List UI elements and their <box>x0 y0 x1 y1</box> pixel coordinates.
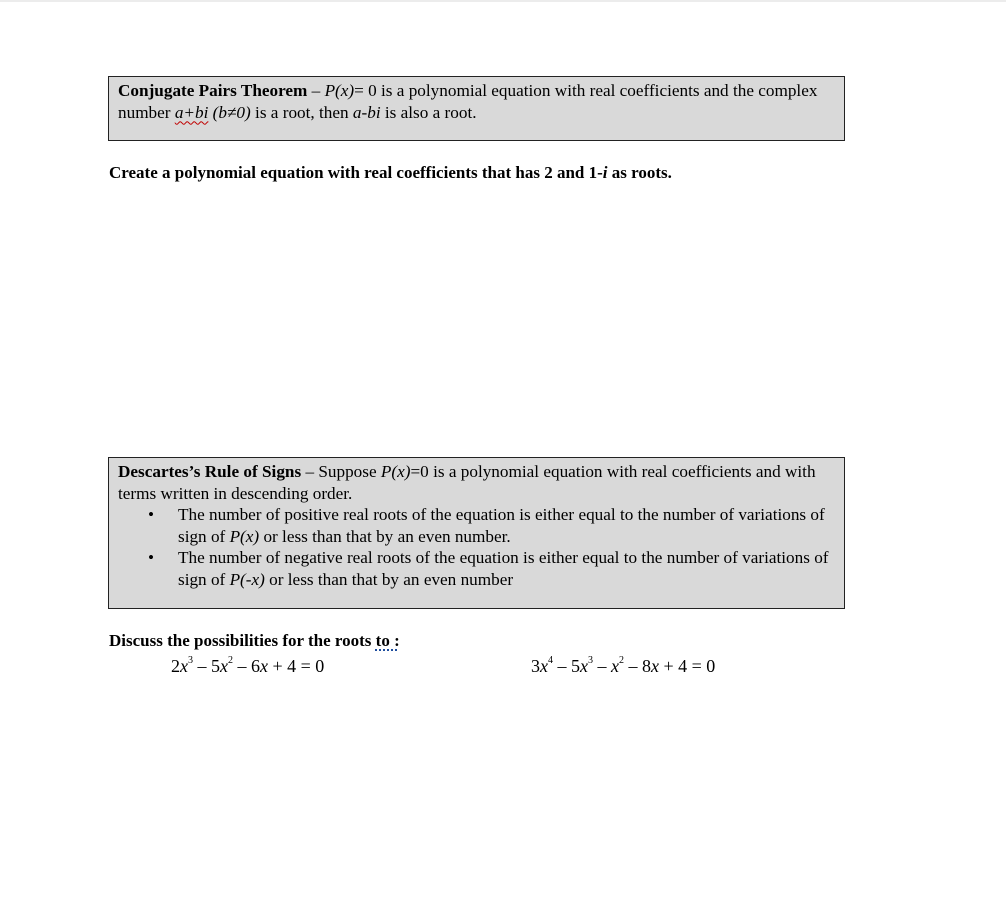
descartes-rule-box <box>108 457 845 609</box>
prompt1-text: Create a polynomial equation with real coefficients that has 2 and 1- <box>109 163 603 182</box>
eq2-term-2: – 5 <box>553 656 580 676</box>
equation-1 <box>171 655 324 677</box>
eq2-term-4: – 8 <box>624 656 651 676</box>
eq1-x: x <box>220 656 228 676</box>
theorem-text-2: is a root, then <box>250 102 353 122</box>
prompt-discuss-roots <box>109 630 400 652</box>
bullet2-end: or less than that by an even number <box>264 569 514 589</box>
page-top-border <box>0 0 1006 2</box>
eq1-exp-3: 3 <box>188 655 193 666</box>
eq2-x: x <box>651 656 659 676</box>
eq2-x: x <box>611 656 619 676</box>
conjugate-pairs-theorem-box <box>108 76 845 141</box>
eq1-x: x <box>180 656 188 676</box>
eq1-x: x <box>260 656 268 676</box>
theorem-a-plus-bi: a+bi <box>174 102 209 122</box>
eq2-term-3: – <box>593 656 611 676</box>
descartes-bullet-list <box>118 504 835 590</box>
eq1-term-3: – 6 <box>233 656 260 676</box>
eq2-x: x <box>540 656 548 676</box>
eq2-end: + 4 = 0 <box>659 656 716 676</box>
theorem-a-minus-bi: a-bi <box>352 102 381 122</box>
theorem-text-1: = 0 is a polynomial equation with real coefficients and the complex number <box>118 81 818 122</box>
list-item <box>118 504 835 547</box>
theorem-px: P(x) <box>324 81 355 100</box>
descartes-text-1: Suppose <box>318 462 381 481</box>
prompt2-to: to : <box>375 631 400 650</box>
bullet-icon: • <box>148 505 155 524</box>
prompt-create-polynomial <box>109 162 672 184</box>
bullet1-end: or less than that by an even number. <box>259 526 511 546</box>
theorem-b-condition: (b≠0) <box>212 102 251 122</box>
prompt1-end: as roots. <box>607 163 672 182</box>
eq2-exp-4: 4 <box>548 655 553 666</box>
bullet2-text: The number of negative real roots of the equation is either equal to the number of variations of sign of <box>178 548 829 589</box>
prompt1-i: i <box>602 163 608 182</box>
descartes-dash: – <box>301 462 319 481</box>
eq2-coef: 3 <box>531 656 540 676</box>
descartes-intro <box>118 461 835 504</box>
descartes-px: P(x) <box>380 462 411 481</box>
eq2-x: x <box>580 656 588 676</box>
eq1-exp-2: 2 <box>228 655 233 666</box>
bullet-icon: • <box>148 548 155 567</box>
eq1-coef: 2 <box>171 656 180 676</box>
descartes-text-2: =0 is a polynomial equation with real coefficients and with terms written in descending order. <box>118 462 816 503</box>
theorem-text-3: is also a root. <box>380 102 477 122</box>
eq2-exp-2: 2 <box>619 655 624 666</box>
list-item <box>118 547 835 590</box>
theorem-title: Conjugate Pairs Theorem <box>118 81 308 100</box>
bullet1-text: The number of positive real roots of the equation is either equal to the number of variations of sign of <box>178 505 825 546</box>
eq1-term-2: – 5 <box>193 656 220 676</box>
prompt2-text: Discuss the possibilities for the roots <box>109 631 376 650</box>
eq2-exp-3: 3 <box>588 655 593 666</box>
equation-2 <box>531 655 715 677</box>
bullet2-fn: P(-x) <box>229 569 265 589</box>
theorem-dash: – <box>307 81 325 100</box>
eq1-end: + 4 = 0 <box>268 656 325 676</box>
bullet1-fn: P(x) <box>229 526 260 546</box>
descartes-title: Descartes’s Rule of Signs <box>118 462 302 481</box>
